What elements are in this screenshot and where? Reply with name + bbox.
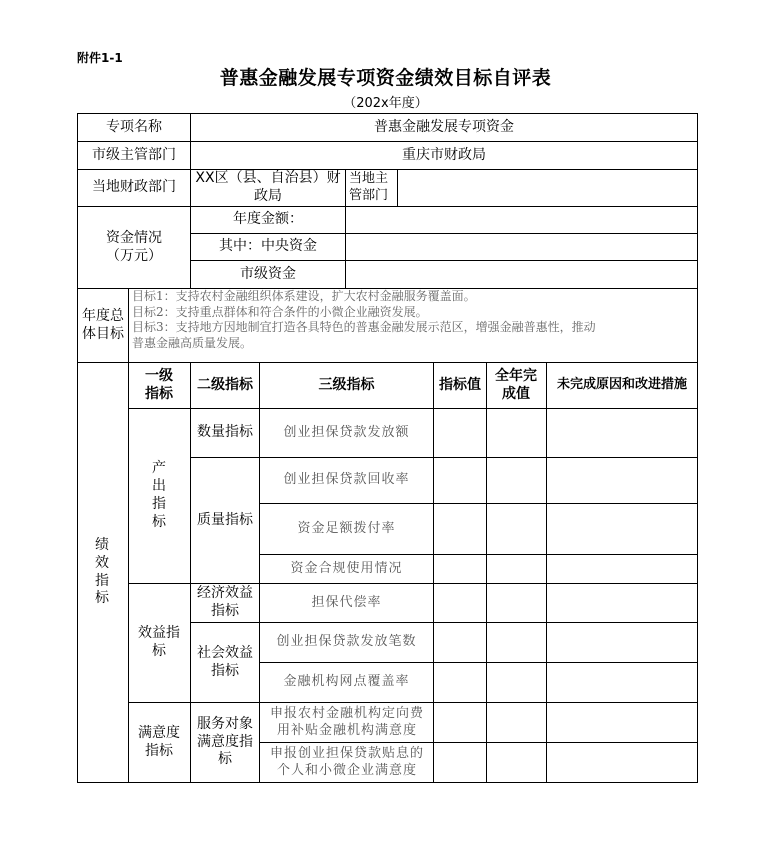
output-indicator: 产出指标: [152, 460, 166, 530]
city-dept-value: 重庆市财政局: [402, 146, 486, 163]
central-funds-label: 其中：中央资金: [219, 238, 317, 255]
quantity-indicator: 数量指标: [197, 424, 253, 441]
level3-item: 资金合规使用情况: [290, 560, 403, 576]
central-funds-value: [346, 234, 697, 260]
local-dept-label: 当地主管部门: [349, 171, 389, 203]
local-finance-label: 当地财政部门: [92, 179, 176, 196]
year-label: （202x年度）: [343, 96, 428, 111]
attachment-number: 附件1-1: [77, 51, 123, 65]
header-level1: 一级指标: [145, 367, 173, 402]
level3-item: 申报创业担保贷款贴息的个人和小微企业满意度: [269, 745, 424, 778]
project-name-value: 普惠金融发展专项资金: [374, 118, 514, 135]
satisfaction-indicator: 满意度指标: [138, 724, 180, 759]
local-dept-value: [398, 170, 697, 206]
annual-amount-label: 年度金额：: [233, 211, 303, 228]
level3-item: 创业担保贷款发放笔数: [276, 634, 417, 650]
project-name-label: 专项名称: [106, 118, 162, 135]
city-dept-label: 市级主管部门: [92, 146, 176, 163]
performance-indicator-label: 绩效指标: [95, 536, 109, 607]
level3-item: 创业担保贷款发放额: [283, 424, 410, 440]
level3-item: 金融机构网点覆盖率: [283, 674, 410, 690]
level3-item: 创业担保贷款回收率: [283, 472, 410, 488]
goal-list: [132, 289, 692, 351]
level3-item: 担保代偿率: [311, 594, 382, 610]
city-funds-label: 市级资金: [240, 265, 296, 282]
local-finance-value: XX区（县、自治县）财政局: [195, 170, 341, 204]
header-level3: 三级指标: [318, 376, 375, 393]
level3-item: 申报农村金融机构定向费用补贴金融机构满意度: [269, 705, 424, 738]
service-satisfaction-indicator: 服务对象满意度指标: [197, 715, 253, 768]
goal-item: 目标2：支持重点群体和符合条件的小微企业融资发展。: [132, 304, 428, 319]
economic-benefit-indicator: 经济效益指标: [197, 585, 253, 619]
header-indicator-value: 指标值: [439, 376, 481, 393]
city-funds-value: [346, 261, 697, 288]
goal-item: 普惠金融高质量发展。: [132, 335, 253, 350]
benefit-indicator: 效益指标: [138, 625, 180, 659]
goal-item: 目标1：支持农村金融组织体系建设，扩大农村金融服务覆盖面。: [132, 289, 476, 303]
quality-indicator: 质量指标: [197, 511, 253, 528]
header-reason: 未完成原因和改进措施: [556, 377, 687, 393]
funds-label: 资金情况（万元）: [106, 229, 162, 264]
header-actual-value: 全年完成值: [495, 367, 537, 402]
social-benefit-indicator: 社会效益指标: [197, 644, 253, 679]
goal-item: 目标3：支持地方因地制宜打造各具特色的普惠金融发展示范区，增强金融普惠性，推动: [132, 320, 596, 334]
overall-goal-label: 年度总体目标: [82, 307, 124, 342]
page-title: 普惠金融发展专项资金绩效目标自评表: [219, 67, 552, 89]
header-level2: 二级指标: [197, 376, 253, 393]
level3-item: 资金足额拨付率: [297, 520, 396, 536]
annual-amount-value: [346, 207, 697, 233]
